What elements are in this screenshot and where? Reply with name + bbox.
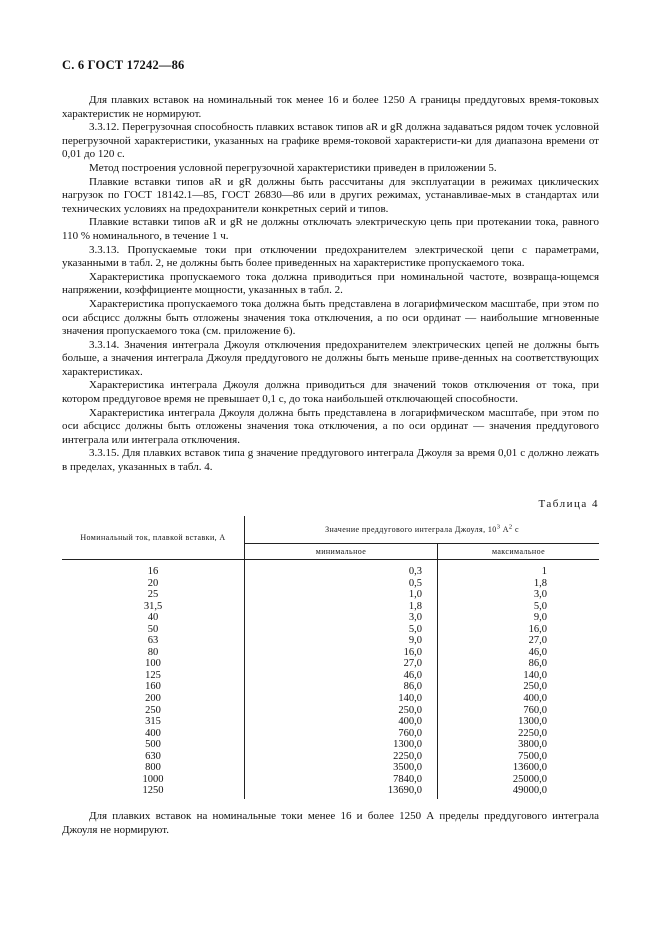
cell-current: 500 <box>62 739 245 751</box>
cell-min: 86,0 <box>245 681 438 693</box>
group-header-suffix: с <box>512 525 519 534</box>
cell-current: 400 <box>62 728 245 740</box>
table-row <box>62 601 599 613</box>
cell-max: 760,0 <box>523 704 547 716</box>
cell-min: 1,8 <box>245 601 438 613</box>
body-text <box>62 94 599 475</box>
paragraph: 3.3.13. Пропускаемые токи при отключении предохранителем электрической цепи с параметрами, указанными в табл. 2, не должны быть более приведенных на характеристике пропускаемого тока. <box>62 243 599 270</box>
paragraph: Характеристика пропускаемого тока должна быть представлена в логарифмическом масштабе, при этом по оси абсцисс должны быть отложены значения тока отключения, а по оси ординат — наибольшие мгновенные значения пропускаемого тока (см. приложение 6). <box>62 297 599 338</box>
cell-current: 315 <box>62 716 245 728</box>
cell-min: 2250,0 <box>245 751 438 763</box>
table-row <box>62 612 599 624</box>
cell-max: 1300,0 <box>518 716 547 728</box>
cell-max: 27,0 <box>528 635 547 647</box>
group-header-mid: А <box>500 525 509 534</box>
cell-min: 9,0 <box>245 635 438 647</box>
paragraph: Метод построения условной перегрузочной характеристики приведен в приложении 5. <box>89 161 497 174</box>
table-row <box>62 589 599 601</box>
table-row <box>62 762 599 774</box>
cell-max: 2250,0 <box>518 727 547 739</box>
table-row <box>62 774 599 786</box>
cell-current: 1000 <box>62 774 245 786</box>
cell-current: 16 <box>62 560 245 578</box>
paragraph: 3.3.15. Для плавких вставок типа g значение преддугового интеграла Джоуля за время 0,01 с должно лежать в пределах, указанных в табл. 4. <box>62 447 599 474</box>
cell-max: 250,0 <box>523 681 547 693</box>
cell-min: 3500,0 <box>245 762 438 774</box>
page-header: С. 6 ГОСТ 17242—86 <box>62 58 185 72</box>
cell-min: 1300,0 <box>245 739 438 751</box>
table-body <box>62 560 599 799</box>
col-header-min: минимальное <box>245 544 438 560</box>
cell-min: 7840,0 <box>245 774 438 786</box>
col-header-max: максимальное <box>438 544 600 560</box>
paragraph: Характеристика интеграла Джоуля должна быть представлена в логарифмическом масштабе, при этом по оси абсцисс должны быть отложены значения тока отключения, а по оси ординат — значения преддугового интеграла или интеграла отключения. <box>62 406 599 446</box>
cell-current: 80 <box>62 647 245 659</box>
cell-min: 400,0 <box>245 716 438 728</box>
cell-max: 9,0 <box>533 612 547 624</box>
table-row <box>62 647 599 659</box>
table-row <box>62 716 599 728</box>
cell-min: 250,0 <box>245 705 438 717</box>
footer-paragraph: Для плавких вставок на номинальные токи менее 16 и более 1250 А пределы преддугового интеграла Джоуля не нормируют. <box>62 810 599 836</box>
cell-current: 630 <box>62 751 245 763</box>
cell-max: 46,0 <box>528 646 547 658</box>
group-header-sup1: 3 <box>496 523 501 531</box>
cell-max: 3800,0 <box>518 739 547 751</box>
cell-min: 0,3 <box>245 560 438 578</box>
table-caption: Таблица 4 <box>538 498 599 510</box>
paragraph: Для плавких вставок на номинальный ток менее 16 и более 1250 А границы преддуговых время-токовых характеристик не нормируют. <box>62 94 599 120</box>
cell-max: 7500,0 <box>518 750 547 762</box>
table-row <box>62 560 599 578</box>
table-row <box>62 578 599 590</box>
paragraph: Характеристика пропускаемого тока должна приводиться при номинальной частоте, возвраща-ющемся напряжении, коэффициенте мощности, указанных в табл. 2. <box>62 270 599 297</box>
table-row <box>62 728 599 740</box>
cell-max: 3,0 <box>533 589 547 601</box>
col-header-current: Номинальный ток, плавкой вставки, А <box>62 516 245 560</box>
cell-min: 760,0 <box>245 728 438 740</box>
cell-max: 49000,0 <box>512 785 547 797</box>
cell-current: 50 <box>62 624 245 636</box>
cell-max: 140,0 <box>523 669 547 681</box>
cell-current: 1250 <box>62 785 245 799</box>
cell-max: 13600,0 <box>512 762 547 774</box>
paragraph: 3.3.14. Значения интеграла Джоуля отключения предохранителем электрических цепей не должны быть больше, а значения интеграла Джоуля преддугового не должны быть меньше приве-денных на соответствующих характеристиках. <box>62 338 599 378</box>
cell-min: 140,0 <box>245 693 438 705</box>
cell-current: 250 <box>62 705 245 717</box>
cell-min: 13690,0 <box>245 785 438 799</box>
cell-current: 200 <box>62 693 245 705</box>
table-row <box>62 681 599 693</box>
cell-max: 5,0 <box>533 600 547 612</box>
cell-min: 3,0 <box>245 612 438 624</box>
cell-current: 25 <box>62 589 245 601</box>
table-row <box>62 705 599 717</box>
cell-min: 0,5 <box>245 578 438 590</box>
group-header-sup2: 2 <box>508 523 513 531</box>
table-row <box>62 670 599 682</box>
cell-current: 125 <box>62 670 245 682</box>
cell-min: 5,0 <box>245 624 438 636</box>
cell-max: 16,0 <box>528 623 547 635</box>
cell-max: 400,0 <box>523 693 547 705</box>
col-header-group <box>245 516 600 544</box>
cell-min: 16,0 <box>245 647 438 659</box>
cell-current: 100 <box>62 658 245 670</box>
paragraph: Плавкие вставки типов aR и gR должны быть рассчитаны для эксплуатации в режимах циклических нагрузок по ГОСТ 18142.1—85, ГОСТ 26830—86 или в других режимах, устанавливае-мых в стандартах или технических условиях на предохранители конкретных серий и типов. <box>62 175 599 215</box>
cell-current: 40 <box>62 612 245 624</box>
cell-current: 160 <box>62 681 245 693</box>
table-row <box>62 693 599 705</box>
table-row <box>62 624 599 636</box>
cell-current: 800 <box>62 762 245 774</box>
footer-note <box>62 810 599 837</box>
cell-min: 46,0 <box>245 670 438 682</box>
table-row <box>62 635 599 647</box>
paragraph: Характеристика интеграла Джоуля должна приводиться для значений токов отключения от тока, при котором преддуговое время не превышает 0,1 с, до тока наибольшей отключающей способности. <box>62 379 599 406</box>
table-row <box>62 658 599 670</box>
cell-max: 1,8 <box>533 577 547 589</box>
table-row <box>62 785 599 799</box>
cell-current: 63 <box>62 635 245 647</box>
cell-current: 31,5 <box>62 601 245 613</box>
paragraph: 3.3.12. Перегрузочная способность плавких вставок типов aR и gR должна задаваться рядом точек условной перегрузочной характеристики, указанных на графике время-токовой характеристи-ки для диапазона времени от 0,01 до 120 с. <box>62 121 599 161</box>
cell-min: 1,0 <box>245 589 438 601</box>
paragraph: Плавкие вставки типов aR и gR не должны отключать электрическую цепь при протекании тока, равного 110 % номинального, в течение 1 ч. <box>62 216 599 242</box>
joule-integral-table <box>62 516 599 799</box>
cell-min: 27,0 <box>245 658 438 670</box>
cell-max: 86,0 <box>528 658 547 670</box>
group-header-prefix: Значение преддугового интеграла Джоуля, 10 <box>325 525 497 534</box>
cell-current: 20 <box>62 578 245 590</box>
table-row <box>62 739 599 751</box>
cell-max: 25000,0 <box>512 773 547 785</box>
table-row <box>62 751 599 763</box>
cell-max: 1 <box>541 566 547 577</box>
